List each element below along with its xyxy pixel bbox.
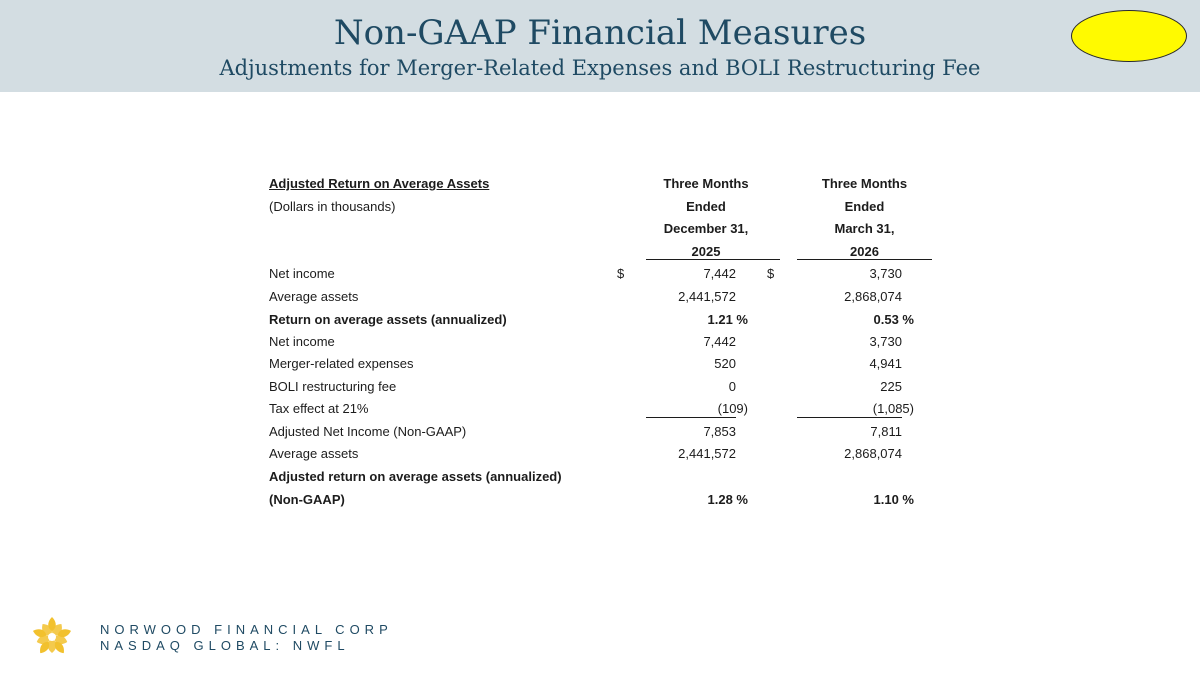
table-row [0, 421, 1200, 443]
row-label: Adjusted return on average assets (annualized) [269, 469, 562, 484]
col2-header-line3: March 31, [834, 221, 895, 236]
col1-header-rule [646, 259, 780, 260]
dollar-sign: $ [617, 266, 625, 281]
col1-header-line1: Three Months [663, 176, 749, 191]
page-title: Non-GAAP Financial Measures [333, 13, 867, 53]
col1-value: 520 [714, 356, 736, 371]
table-header-row-4 [0, 241, 1200, 263]
col2-subtotal-rule [797, 417, 902, 418]
table-row [0, 309, 1200, 331]
page-subtitle: Adjustments for Merger-Related Expenses and BOLI Restructuring Fee [219, 56, 981, 80]
table-row [0, 286, 1200, 308]
table-title: Adjusted Return on Average Assets [269, 176, 490, 191]
table-row [0, 263, 1200, 285]
table-row [0, 376, 1200, 398]
col2-value: 4,941 [869, 356, 902, 371]
col1-value: 0 [728, 379, 736, 394]
row-label: Net income [269, 334, 335, 349]
table-row [0, 398, 1200, 420]
dollar-sign: $ [767, 266, 775, 281]
footer-exchange: NASDAQ GLOBAL: NWFL [100, 638, 350, 653]
row-label: (Non-GAAP) [269, 492, 345, 507]
col1-value: 1.28 % [707, 492, 748, 507]
col1-header-year: 2025 [691, 244, 721, 259]
row-label: BOLI restructuring fee [269, 379, 397, 394]
col2-value: 0.53 % [873, 312, 914, 327]
row-label: Net income [269, 266, 335, 281]
col1-header-line3: December 31, [663, 221, 749, 236]
row-label: Tax effect at 21% [269, 401, 369, 416]
col1-subtotal-rule [646, 417, 736, 418]
row-label: Merger-related expenses [269, 356, 414, 371]
col1-value: 7,442 [703, 334, 736, 349]
row-label: Average assets [269, 446, 359, 461]
table-units: (Dollars in thousands) [269, 199, 396, 214]
col1-value: 7,442 [703, 266, 736, 281]
table-row [0, 353, 1200, 375]
col2-header-year: 2026 [850, 244, 879, 259]
table-header-row-2 [0, 196, 1200, 218]
col2-value: 3,730 [869, 334, 902, 349]
col2-value: 1.10 % [873, 492, 914, 507]
col1-value: 7,853 [703, 424, 736, 439]
table-row [0, 443, 1200, 465]
col2-header-line1: Three Months [821, 176, 908, 191]
col1-value: 2,441,572 [678, 446, 736, 461]
col2-value: 3,730 [869, 266, 902, 281]
footer-company-name: NORWOOD FINANCIAL CORP [100, 622, 393, 637]
col1-header-line2: Ended [686, 199, 726, 214]
col2-value: 7,811 [870, 424, 902, 439]
col2-value: (1,085) [872, 401, 914, 416]
col2-header-rule [797, 259, 932, 260]
table-row [0, 466, 1200, 488]
col1-value: 2,441,572 [678, 289, 736, 304]
table-row [0, 489, 1200, 511]
row-label: Average assets [269, 289, 359, 304]
table-header-row-1 [0, 173, 1200, 195]
row-label: Adjusted Net Income (Non-GAAP) [269, 424, 467, 439]
col1-value: 1.21 % [707, 312, 748, 327]
row-label: Return on average assets (annualized) [269, 312, 507, 327]
col2-header-line2: Ended [844, 199, 885, 214]
table-row [0, 331, 1200, 353]
col1-value: (109) [717, 401, 748, 416]
col2-value: 225 [880, 379, 902, 394]
col2-value: 2,868,074 [844, 446, 902, 461]
norwood-logo-icon [31, 616, 73, 658]
col2-value: 2,868,074 [844, 289, 902, 304]
table-header-row-3 [0, 218, 1200, 240]
